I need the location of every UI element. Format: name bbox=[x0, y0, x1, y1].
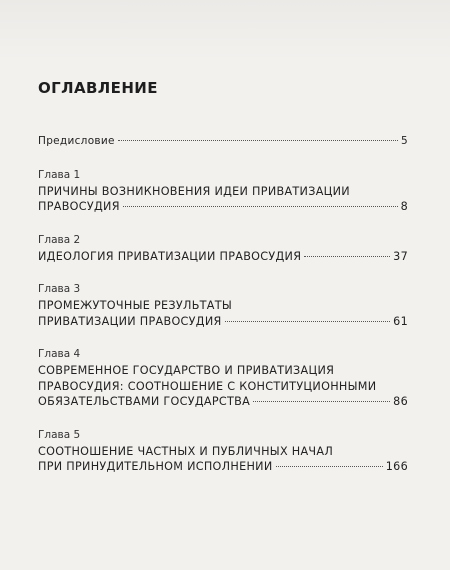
chapter-label: Глава 4 bbox=[38, 348, 81, 360]
chapter-label: Глава 3 bbox=[38, 283, 81, 295]
page-title: ОГЛАВЛЕНИЕ bbox=[38, 79, 158, 97]
toc-page-number: 166 bbox=[385, 460, 408, 473]
table-of-contents bbox=[38, 134, 408, 493]
chapter-label: Глава 1 bbox=[38, 168, 81, 181]
page-bleed-through bbox=[0, 0, 450, 60]
toc-entry-preface bbox=[38, 134, 408, 150]
toc-entry-chapter-3 bbox=[38, 282, 408, 329]
chapter-title-text: ПРИВАТИЗАЦИИ ПРАВОСУДИЯ bbox=[38, 314, 222, 328]
chapter-title-line: СОВРЕМЕННОЕ ГОСУДАРСТВО И ПРИВАТИЗАЦИЯ bbox=[38, 364, 335, 377]
toc-entry-chapter-4 bbox=[38, 347, 408, 410]
toc-entry-title: Предисловие bbox=[38, 135, 115, 147]
chapter-title-line bbox=[38, 459, 408, 475]
chapter-title-line bbox=[38, 394, 408, 410]
dot-leader bbox=[276, 466, 383, 467]
chapter-title-line bbox=[38, 199, 408, 215]
chapter-title-line: ПРОМЕЖУТОЧНЫЕ РЕЗУЛЬТАТЫ bbox=[38, 299, 233, 312]
chapter-title-line bbox=[38, 314, 408, 330]
toc-entry-line bbox=[38, 134, 408, 150]
toc-entry-chapter-1 bbox=[38, 168, 408, 215]
chapter-title-text: ОБЯЗАТЕЛЬСТВАМИ ГОСУДАРСТВА bbox=[38, 395, 251, 408]
chapter-title-text: ПРИ ПРИНУДИТЕЛЬНОМ ИСПОЛНЕНИИ bbox=[38, 460, 273, 473]
chapter-label: Глава 5 bbox=[38, 428, 81, 441]
toc-entry-chapter-2 bbox=[38, 233, 408, 265]
chapter-title-text: ИДЕОЛОГИЯ ПРИВАТИЗАЦИИ ПРАВОСУДИЯ bbox=[38, 249, 302, 263]
chapter-title-line: ПРИЧИНЫ ВОЗНИКНОВЕНИЯ ИДЕИ ПРИВАТИЗАЦИИ bbox=[38, 184, 350, 198]
dot-leader bbox=[123, 206, 398, 207]
chapter-title-text: ПРАВОСУДИЯ bbox=[38, 200, 120, 213]
chapter-label: Глава 2 bbox=[38, 233, 81, 246]
dot-leader bbox=[225, 321, 391, 322]
dot-leader bbox=[304, 256, 390, 257]
chapter-title-line: СООТНОШЕНИЕ ЧАСТНЫХ И ПУБЛИЧНЫХ НАЧАЛ bbox=[38, 444, 334, 458]
chapter-title-line: ПРАВОСУДИЯ: СООТНОШЕНИЕ С КОНСТИТУЦИОННЫМИ bbox=[38, 379, 377, 393]
dot-leader bbox=[118, 140, 398, 141]
toc-page-number: 61 bbox=[393, 314, 408, 328]
toc-page-number: 8 bbox=[400, 200, 408, 213]
toc-page-number: 37 bbox=[393, 249, 408, 263]
toc-page-number: 86 bbox=[393, 395, 408, 408]
toc-page-number: 5 bbox=[401, 135, 408, 147]
dot-leader bbox=[253, 401, 390, 402]
toc-entry-chapter-5 bbox=[38, 428, 408, 475]
chapter-title-line bbox=[38, 249, 408, 265]
